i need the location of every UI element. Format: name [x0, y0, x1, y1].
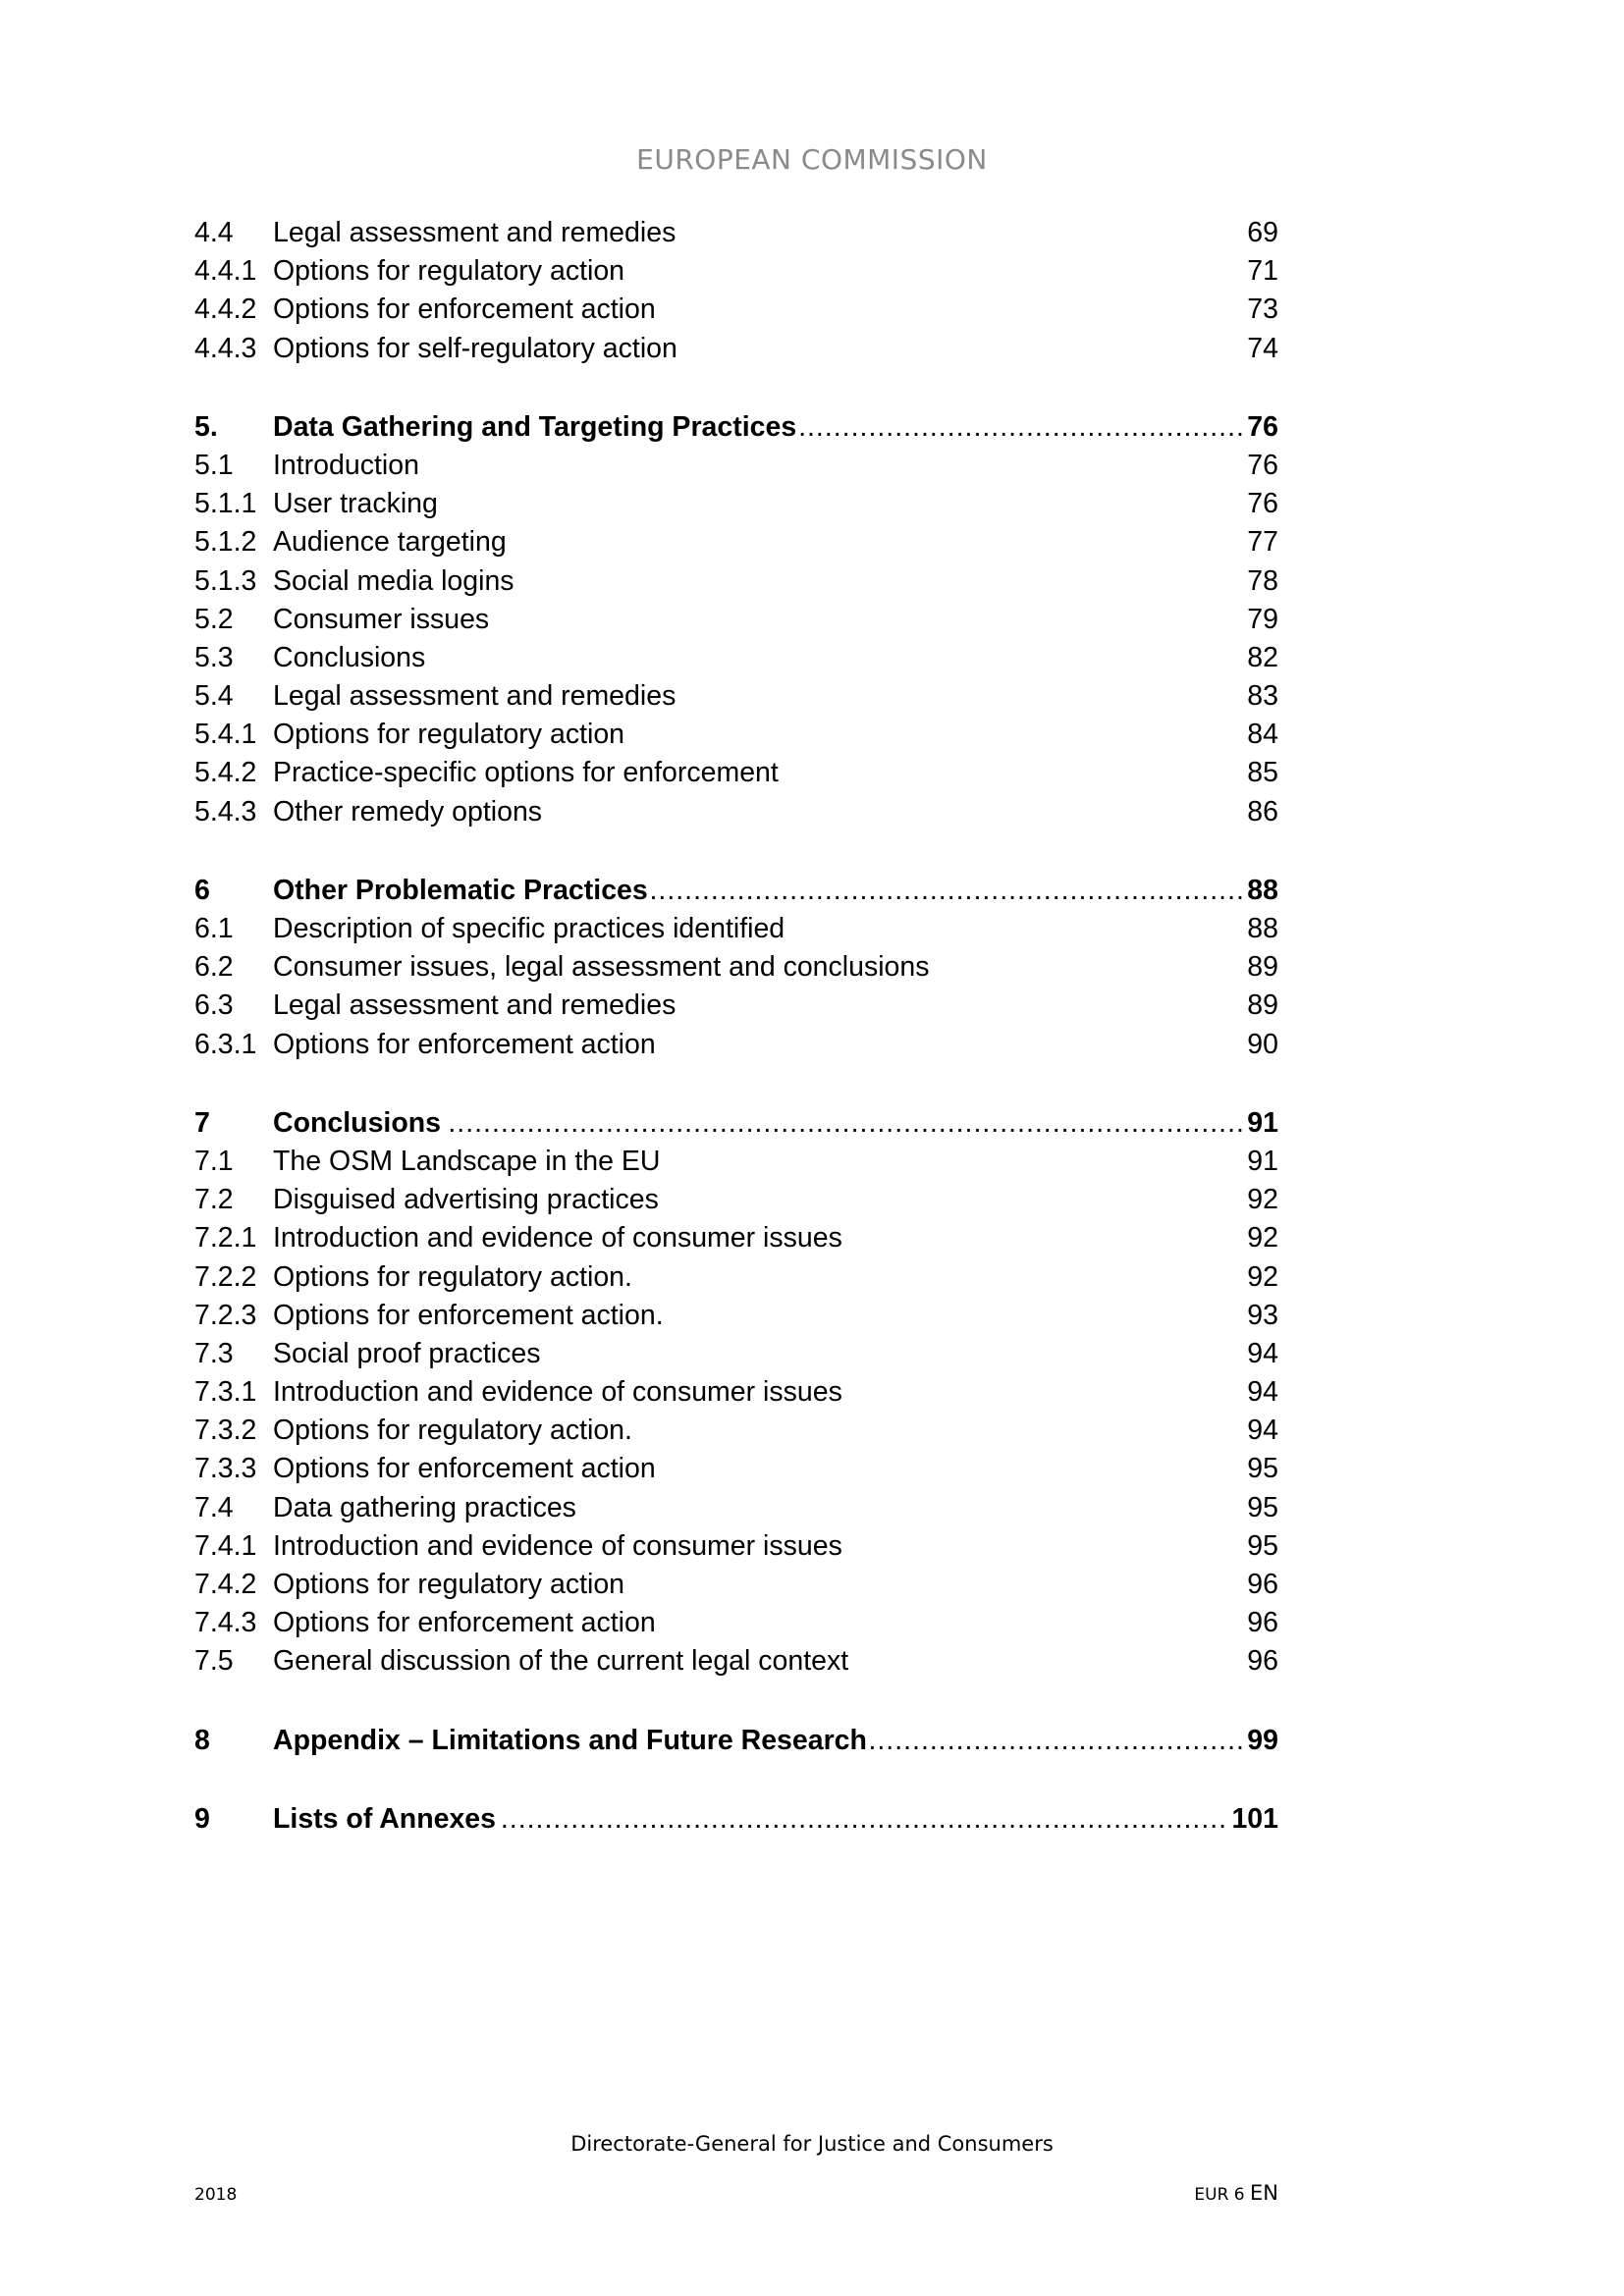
toc-page: 71: [1247, 255, 1278, 288]
toc-page: 69: [1247, 217, 1278, 248]
toc-entry-5-1-2[interactable]: [194, 523, 1278, 561]
page-header: EUROPEAN COMMISSION: [636, 143, 988, 176]
footer-lang: EN: [1250, 2181, 1278, 2205]
toc-title: Options for enforcement action: [273, 294, 656, 326]
toc-number: 7.4.2: [194, 1569, 257, 1600]
toc-entry-7-2-2[interactable]: [194, 1258, 1278, 1297]
toc-page: 85: [1247, 757, 1278, 789]
toc-title: Introduction and evidence of consumer issues: [273, 1529, 842, 1562]
toc-page: 89: [1247, 951, 1278, 984]
toc-page: 84: [1247, 719, 1278, 751]
toc-number: 7.5: [194, 1645, 234, 1678]
toc-title: Options for enforcement action: [273, 1453, 656, 1485]
toc-page: 94: [1247, 1376, 1278, 1409]
toc-number: 6.1: [194, 913, 234, 944]
toc-number: 7.2: [194, 1184, 234, 1216]
toc-entry-6-3[interactable]: [194, 987, 1278, 1025]
toc-number: 5.4.1: [194, 719, 257, 751]
toc-number: 7.3.1: [194, 1376, 257, 1409]
toc-title-text: Conclusions: [273, 1107, 445, 1139]
toc-title-text: Data Gathering and Targeting Practices: [273, 411, 800, 443]
toc-page: 95: [1247, 1491, 1278, 1523]
toc-title: Introduction: [273, 449, 419, 481]
toc-page: 82: [1247, 641, 1278, 673]
toc-entry-4-4[interactable]: [194, 214, 1278, 252]
toc-page: 76: [1247, 449, 1278, 481]
toc-title: The OSM Landscape in the EU: [273, 1145, 661, 1177]
toc-entry-7-3-3[interactable]: [194, 1450, 1278, 1488]
toc-title: Audience targeting: [273, 526, 507, 559]
toc-entry-6-2[interactable]: [194, 948, 1278, 987]
toc-title: Conclusions: [273, 641, 426, 673]
toc-number: 4.4.2: [194, 294, 257, 326]
toc-title-text: Appendix – Limitations and Future Research: [273, 1725, 871, 1756]
toc-page: 95: [1247, 1529, 1278, 1562]
toc-number: 4.4: [194, 217, 234, 248]
toc-title: General discussion of the current legal context: [273, 1645, 849, 1678]
toc-number: 5.: [194, 410, 218, 443]
toc-title: Options for enforcement action.: [273, 1299, 664, 1331]
toc-number: 7.3.2: [194, 1415, 257, 1447]
toc-entry-5-1[interactable]: [194, 447, 1278, 485]
toc-page: 96: [1247, 1607, 1278, 1639]
toc-page: 92: [1247, 1260, 1278, 1293]
toc-number: 7.3: [194, 1337, 234, 1369]
toc-title: Options for regulatory action.: [273, 1260, 632, 1293]
toc-title: Legal assessment and remedies: [273, 680, 677, 713]
toc-page: 95: [1247, 1453, 1278, 1485]
toc-title: Introduction and evidence of consumer issues: [273, 1376, 842, 1409]
toc-title: Disguised advertising practices: [273, 1184, 659, 1216]
toc-number: 4.4.3: [194, 332, 257, 364]
toc-page: 94: [1247, 1415, 1278, 1447]
toc-page: 94: [1247, 1337, 1278, 1369]
footer-doc-code: [1194, 2181, 1278, 2205]
toc-entry-5-4-3[interactable]: [194, 793, 1278, 831]
toc-title: Practice-specific options for enforcement: [273, 757, 779, 789]
toc-page: 83: [1247, 680, 1278, 713]
toc-number: 7.4: [194, 1491, 234, 1523]
toc-title: Options for enforcement action: [273, 1028, 656, 1060]
toc-entry-7-5[interactable]: [194, 1642, 1278, 1681]
toc-number: 5.1.1: [194, 488, 257, 520]
toc-entry-5-4[interactable]: [194, 677, 1278, 716]
toc-number: 7: [194, 1106, 210, 1139]
toc-entry-5-4-1[interactable]: [194, 716, 1278, 754]
toc-page: 73: [1247, 294, 1278, 326]
toc-number: 4.4.1: [194, 255, 257, 288]
toc-entry-7-2-1[interactable]: [194, 1219, 1278, 1257]
toc-page: 86: [1247, 795, 1278, 828]
toc-title: [273, 872, 1243, 910]
toc-entry-7-2-3[interactable]: [194, 1297, 1278, 1335]
toc-entry-7-3-1[interactable]: [194, 1373, 1278, 1412]
toc-title: Data gathering practices: [273, 1491, 576, 1523]
toc-chapter-9[interactable]: [194, 1800, 1278, 1839]
toc-page: 79: [1247, 603, 1278, 635]
toc-title: Consumer issues, legal assessment and conclusions: [273, 951, 930, 984]
toc-number: 7.4.1: [194, 1529, 257, 1562]
toc-page: 92: [1247, 1222, 1278, 1255]
toc-page: 96: [1247, 1569, 1278, 1600]
toc-entry-7-2[interactable]: [194, 1181, 1278, 1219]
toc-title: [273, 1800, 1227, 1839]
toc-page: 88: [1247, 874, 1278, 906]
toc-entry-5-2[interactable]: [194, 601, 1278, 639]
toc-number: 5.1.3: [194, 564, 257, 597]
toc-page: 88: [1247, 913, 1278, 944]
toc-number: 6.3: [194, 989, 234, 1022]
toc-entry-5-1-1[interactable]: [194, 485, 1278, 523]
toc-title: Social proof practices: [273, 1337, 541, 1369]
toc-entry-4-4-2[interactable]: [194, 291, 1278, 329]
toc-entry-7-1[interactable]: [194, 1143, 1278, 1181]
toc-number: 7.2.2: [194, 1260, 257, 1293]
footer-directorate: Directorate-General for Justice and Consumers: [570, 2132, 1054, 2156]
toc-title: Options for regulatory action.: [273, 1415, 632, 1447]
toc-entry-6-3-1[interactable]: [194, 1026, 1278, 1064]
toc-title: Social media logins: [273, 564, 514, 597]
toc-title: [273, 408, 1243, 447]
toc-number: 5.4: [194, 680, 234, 713]
toc-title: [273, 1722, 1243, 1760]
toc-title: Description of specific practices identified: [273, 913, 785, 944]
toc-entry-6-1[interactable]: [194, 910, 1278, 948]
toc-title: Other remedy options: [273, 795, 543, 828]
toc-chapter-7[interactable]: [194, 1104, 1278, 1143]
table-of-contents: [194, 214, 1278, 1839]
toc-title: Options for regulatory action: [273, 1569, 625, 1600]
toc-entry-5-1-3[interactable]: [194, 562, 1278, 601]
toc-entry-4-4-3[interactable]: [194, 330, 1278, 368]
toc-number: 7.2.1: [194, 1222, 257, 1255]
toc-number: 5.4.2: [194, 757, 257, 789]
toc-entry-7-4-1[interactable]: [194, 1527, 1278, 1566]
toc-number: 6.3.1: [194, 1028, 257, 1060]
toc-page: 101: [1231, 1802, 1278, 1835]
toc-title: Consumer issues: [273, 603, 490, 635]
toc-page: 89: [1247, 989, 1278, 1022]
toc-title: Options for enforcement action: [273, 1607, 656, 1639]
toc-page: 93: [1247, 1299, 1278, 1331]
toc-number: 5.2: [194, 603, 234, 635]
toc-number: 7.1: [194, 1145, 234, 1177]
toc-page: 91: [1247, 1145, 1278, 1177]
toc-number: 7.4.3: [194, 1607, 257, 1639]
toc-chapter-8[interactable]: [194, 1722, 1278, 1760]
toc-page: 92: [1247, 1184, 1278, 1216]
toc-number: 5.3: [194, 641, 234, 673]
toc-page: 78: [1247, 564, 1278, 597]
toc-title: Options for self-regulatory action: [273, 332, 677, 364]
toc-page: 90: [1247, 1028, 1278, 1060]
toc-number: 7.2.3: [194, 1299, 257, 1331]
toc-title: Options for regulatory action: [273, 255, 625, 288]
toc-number: 7.3.3: [194, 1453, 257, 1485]
toc-page: 99: [1247, 1724, 1278, 1756]
toc-entry-4-4-1[interactable]: [194, 252, 1278, 291]
toc-page: 96: [1247, 1645, 1278, 1678]
toc-number: 5.1: [194, 449, 234, 481]
toc-entry-7-3[interactable]: [194, 1335, 1278, 1373]
toc-chapter-5[interactable]: [194, 408, 1278, 447]
toc-entry-7-4-3[interactable]: [194, 1604, 1278, 1642]
toc-title: [273, 1104, 1243, 1143]
toc-title: User tracking: [273, 488, 438, 520]
toc-entry-5-4-2[interactable]: [194, 754, 1278, 792]
toc-page: 74: [1247, 332, 1278, 364]
toc-page: 76: [1247, 488, 1278, 520]
toc-page: 77: [1247, 526, 1278, 559]
toc-number: 6: [194, 874, 210, 906]
toc-title-text: Other Problematic Practices: [273, 875, 652, 906]
footer-year: 2018: [194, 2185, 238, 2205]
toc-number: 9: [194, 1802, 210, 1835]
toc-entry-5-3[interactable]: [194, 639, 1278, 677]
toc-number: 8: [194, 1724, 210, 1756]
toc-number: 5.4.3: [194, 795, 257, 828]
toc-title: Options for regulatory action: [273, 719, 625, 751]
toc-title-text: Lists of Annexes: [273, 1803, 500, 1835]
toc-entry-7-3-2[interactable]: [194, 1412, 1278, 1450]
toc-entry-7-4-2[interactable]: [194, 1566, 1278, 1604]
toc-title: Legal assessment and remedies: [273, 217, 677, 248]
toc-page: 76: [1247, 410, 1278, 443]
footer-doc-code-text: EUR 6: [1194, 2185, 1245, 2205]
toc-number: 5.1.2: [194, 526, 257, 559]
toc-entry-7-4[interactable]: [194, 1489, 1278, 1527]
toc-page: 91: [1247, 1106, 1278, 1139]
toc-number: 6.2: [194, 951, 234, 984]
toc-title: Introduction and evidence of consumer issues: [273, 1222, 842, 1255]
toc-chapter-6[interactable]: [194, 872, 1278, 910]
toc-title: Legal assessment and remedies: [273, 989, 677, 1022]
